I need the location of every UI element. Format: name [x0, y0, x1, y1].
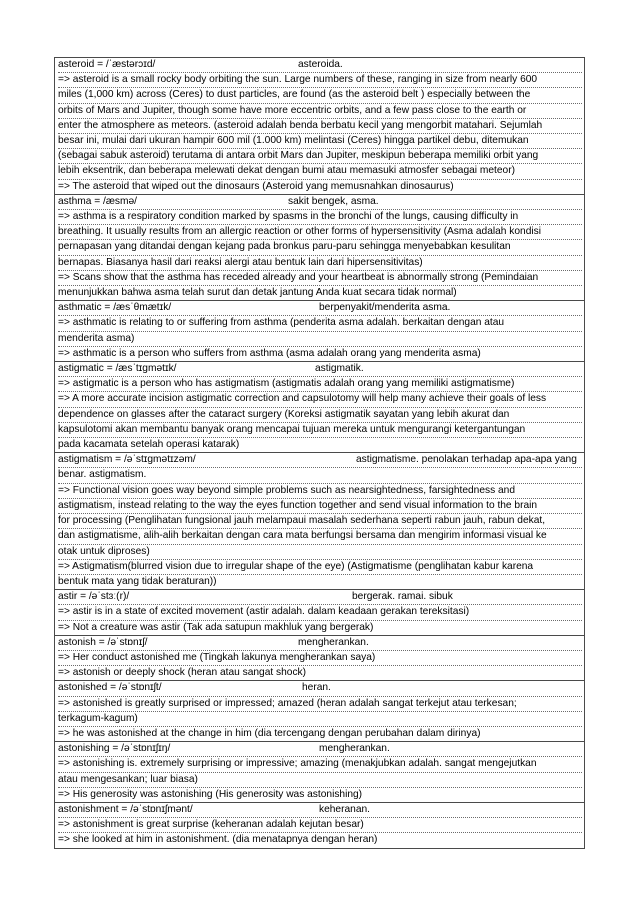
definition-line: => he was astonished at the change in him (dia tercengang dengan perubahan dalam dirinya): [58, 727, 481, 739]
definition-line: => astigmatic is a person who has astigmatism (astigmatis adalah orang yang memiliki astigmatisme): [58, 377, 582, 392]
dictionary-entry: [54, 301, 585, 362]
headword-translation: astigmatisme. penolakan terhadap apa-apa yang: [356, 454, 577, 466]
definition-line: => astonished is greatly surprised or impressed; amazed (heran adalah sangat terkejut atau terkesan;: [58, 697, 582, 712]
definition-line: => she looked at him in astonishment. (dia menatapnya dengan heran): [58, 834, 378, 846]
headword-pronunciation: asthmatic = /æsˈθmætɪk/: [58, 302, 172, 314]
definition-line: pada kacamata setelah operasi katarak): [58, 439, 240, 451]
definition-line: => astir is in a state of excited movement (astir adalah. dalam keadaan gerakan tereksitasi): [58, 605, 582, 620]
headword-translation: keheranan.: [319, 803, 370, 815]
entry-headword-line: [58, 301, 582, 316]
definition-line: (sebagai sabuk asteroid) terutama di antara orbit Mars dan Jupiter, meskipun beberapa memiliki orbit yang: [58, 149, 582, 164]
dictionary-entry: [54, 803, 585, 849]
dictionary-entry: [54, 362, 585, 453]
headword-pronunciation: asthma = /æsmə/: [58, 195, 137, 207]
headword-pronunciation: astir = /əˈstɜː(r)/: [58, 591, 130, 603]
headword-pronunciation: astonish = /əˈstɒnɪʃ/: [58, 636, 148, 648]
definition-line: for processing (Penglihatan fungsional jauh melampaui masalah sederhana seperti rabun jauh, rabun dekat,: [58, 514, 582, 529]
definition-line: => Astigmatism(blurred vision due to irregular shape of the eye) (Astigmatisme (penglihatan kabur karena: [58, 560, 582, 575]
definition-line: => The asteroid that wiped out the dinosaurs (Asteroid yang memusnahkan dinosaurus): [58, 180, 454, 192]
headword-pronunciation: astonishing = /əˈstɒnɪʃɪŋ/: [58, 743, 171, 755]
dictionary-entry: [54, 453, 585, 590]
definition-line: benar. astigmatism.: [58, 468, 582, 483]
headword-pronunciation: astigmatic = /æsˈtɪgmətɪk/: [58, 363, 177, 375]
entry-headword-line: [58, 453, 582, 468]
headword-translation: berpenyakit/menderita asma.: [319, 302, 451, 314]
definition-line: bentuk mata yang tidak beraturan)): [58, 575, 217, 587]
definition-line: => asthmatic is a person who suffers from asthma (asma adalah orang yang menderita asma): [58, 347, 481, 359]
headword-translation: heran.: [302, 682, 331, 694]
definition-line: => asthma is a respiratory condition marked by spasms in the bronchi of the lungs, causing difficulty in: [58, 210, 582, 225]
dictionary-entry: [54, 681, 585, 742]
definition-line: atau mengesankan; luar biasa): [58, 773, 582, 788]
definition-line: => astonishing is. extremely surprising or impressive; amazing (menakjubkan adalah. sangat mengejutkan: [58, 757, 582, 772]
definition-line: orbits of Mars and Jupiter, though some have more eccentric orbits, and a few pass close to the earth or: [58, 104, 582, 119]
definition-line: => astonish or deeply shock (heran atau sangat shock): [58, 667, 307, 679]
entry-headword-line: [58, 590, 582, 605]
headword-pronunciation: asteroid = /ˈæstərɔɪd/: [58, 59, 156, 70]
definition-line: menderita asma): [58, 332, 582, 347]
headword-pronunciation: astigmatism = /əˈstɪgmətɪzəm/: [58, 454, 196, 466]
headword-translation: asteroida.: [298, 59, 343, 70]
definition-line: => Functional vision goes way beyond simple problems such as nearsightedness, farsightedness and: [58, 484, 582, 499]
definition-line: pernapasan yang ditandai dengan kejang pada bronkus paru-paru sehingga menyebabkan kesulitan: [58, 240, 582, 255]
definition-line: => His generosity was astonishing (His generosity was astonishing): [58, 788, 363, 800]
definition-line: bernapas. Biasanya hasil dari reaksi alergi atau bentuk lain dari hipersensitivitas): [58, 256, 582, 271]
headword-pronunciation: astonished = /əˈstɒnɪʃt/: [58, 682, 162, 694]
definition-line: otak untuk diproses): [58, 545, 582, 560]
dictionary-entry: [54, 636, 585, 682]
definition-line: menunjukkan bahwa asma telah surut dan detak jantung Anda kuat secara tidak normal): [58, 287, 457, 299]
headword-translation: sakit bengek, asma.: [288, 195, 379, 207]
definition-line: => Scans show that the asthma has receded already and your heartbeat is abnormally strong (Pemindaian: [58, 271, 582, 286]
definition-line: lebih eksentrik, dan beberapa melewati dekat dengan bumi atau memasuki atmosfer sebagai meteor): [58, 164, 582, 179]
definition-line: => Not a creature was astir (Tak ada satupun makhluk yang bergerak): [58, 621, 374, 633]
definition-line: besar ini, mulai dari ukuran hampir 600 mil (1.000 km) melintasi (Ceres) hingga partikel debu, ditemukan: [58, 134, 582, 149]
definition-line: => astonishment is great surprise (keheranan adalah kejutan besar): [58, 818, 582, 833]
definition-line: terkagum-kagum): [58, 712, 582, 727]
entry-headword-line: [58, 742, 582, 757]
definition-line: enter the atmosphere as meteors. (asteroid adalah benda berbatu kecil yang mengorbit matahari. Sejumlah: [58, 119, 582, 134]
headword-translation: bergerak. ramai. sibuk: [352, 591, 453, 603]
headword-pronunciation: astonishment = /əˈstɒnɪʃmənt/: [58, 803, 193, 815]
headword-translation: mengherankan.: [298, 636, 369, 648]
entry-headword-line: [58, 58, 582, 73]
definition-line: dependence on glasses after the cataract surgery (Koreksi astigmatik sayatan yang lebih akurat dan: [58, 408, 582, 423]
definition-line: kapsulotomi akan membantu banyak orang mencapai tujuan mereka untuk mengurangi ketergantungan: [58, 423, 582, 438]
headword-translation: mengherankan.: [319, 743, 390, 755]
dictionary-entry: [54, 57, 585, 195]
dictionary-page: [54, 57, 585, 849]
dictionary-entry: [54, 742, 585, 803]
definition-line: astigmatism, instead relating to the way the eyes function together and send visual information to the brain: [58, 499, 582, 514]
definition-line: => Her conduct astonished me (Tingkah lakunya mengherankan saya): [58, 651, 582, 666]
entry-headword-line: [58, 803, 582, 818]
entry-headword-line: [58, 636, 582, 651]
dictionary-entry: [54, 195, 585, 301]
headword-translation: astigmatik.: [315, 363, 364, 375]
definition-line: => asthmatic is relating to or suffering from asthma (penderita asma adalah. berkaitan dengan atau: [58, 316, 582, 331]
definition-line: breathing. It usually results from an allergic reaction or other forms of hypersensitivity (Asma adalah kondisi: [58, 225, 582, 240]
definition-line: => A more accurate incision astigmatic correction and capsulotomy will help many achieve their goals of less: [58, 392, 582, 407]
entry-headword-line: [58, 681, 582, 696]
entry-headword-line: [58, 362, 582, 377]
definition-line: miles (1,000 km) across (Ceres) to dust particles, are found (as the asteroid belt ) especially between the: [58, 88, 582, 103]
definition-line: => asteroid is a small rocky body orbiting the sun. Large numbers of these, ranging in size from nearly 600: [58, 73, 582, 88]
entry-headword-line: [58, 195, 582, 210]
dictionary-entry: [54, 590, 585, 636]
definition-line: dan astigmatisme, alih-alih berkaitan dengan cara mata berfungsi bersama dan mengirim informasi visual ke: [58, 529, 582, 544]
